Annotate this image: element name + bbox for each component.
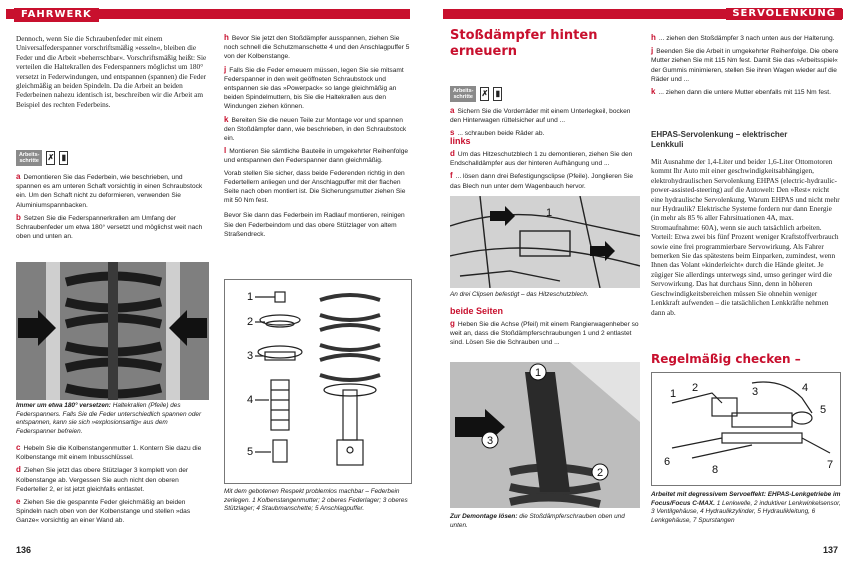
section-header: SERVOLENKUNG — [726, 8, 842, 20]
diag-label-2: 2 — [692, 382, 699, 394]
step-l: l Montieren Sie sämtliche Bauteile in umgekehrter Reihenfolge und entspannen den Federspanner dann gleichmäßig. — [224, 146, 409, 165]
photo2-caption: Zur Demontage lösen: die Stoßdämpferschrauben oben und unten. — [450, 513, 625, 529]
page-number: 136 — [16, 545, 32, 555]
step-f: f ... lösen dann drei Befestigungsclipse (Pfeile). Jonglieren Sie das Blech nun unter dem Wagenbauch hervor. — [450, 171, 634, 190]
diag-label-1: 1 — [670, 388, 677, 400]
difficulty-indicator — [16, 150, 68, 166]
heat-shield-photo — [450, 196, 640, 288]
section-title-line1: Stoßdämpfer hinten — [450, 28, 598, 43]
step-j: j Falls Sie die Feder erneuern müssen, legen Sie sie mitsamt Federspanner in den weit geöffneten Schraubstock und entspannen sie das »Powerpack« so lange gleichmäßig an beiden Spindelmuttern, bis Sie die Haltekrallen aus den Windungen ziehen können. — [224, 64, 404, 111]
section-header: FAHRWERK — [14, 8, 99, 22]
heading-beide-seiten: beide Seiten — [450, 306, 504, 316]
difficulty-indicator — [450, 86, 502, 102]
step-k: k ... ziehen dann die untere Mutter ebenfalls mit 115 Nm fest. — [651, 87, 831, 97]
spring-compressor-photo — [16, 262, 209, 400]
diagram-label-1: 1 — [247, 291, 254, 303]
tools-icon: ✗ — [46, 151, 55, 165]
regel-heading: Regelmäßig checken – — [651, 352, 801, 366]
ehpas-diagram-caption: Arbeitet mit degressivem Servoeffekt: EHPAS-Lenkgetriebe im Focus/Focus C-MAX. 1 Lenkwelle, 2 induktiver Lenkwinkelsensor, 3 Ventilgehäuse, 4 Hydraulikzylinder, 5 Hydraulikleitung, 6 Lenkgehäuse, 7 Spurstangen — [651, 491, 841, 524]
photo1-label-1: 1 — [546, 207, 553, 219]
shock-absorber-photo — [450, 362, 640, 508]
step-k: k Bereiten Sie die neuen Teile zur Montage vor und spannen den Stoßdämpfer dann, wie beschrieben, in den Schraubstock ein. — [224, 114, 407, 143]
ehpas-diagram — [651, 372, 841, 486]
photo1-caption: An drei Clipsen befestigt – das Hitzeschutzblech. — [450, 291, 589, 298]
section-title-line2: erneuern — [450, 44, 518, 59]
step-h: h ... ziehen den Stoßdämpfer 3 nach unten aus der Halterung. — [651, 33, 835, 42]
step-a: a Sichern Sie die Vorderräder mit einem Unterlegkeil, bocken den Hinterwagen rüttelsicher auf und ... — [450, 106, 631, 125]
steps-col2 — [651, 30, 841, 97]
difficulty-icon: ▮ — [493, 87, 502, 101]
step-d: d Um das Hitzeschutzblech 1 zu demontieren, ziehen Sie den Endschalldämpfer aus der hinteren Aufhängung und ... — [450, 149, 633, 168]
difficulty-tag: Arbeits- schritte — [16, 150, 42, 166]
photo2-label-1: 1 — [535, 367, 542, 379]
steps-col1b — [16, 440, 209, 526]
steps-top — [450, 103, 640, 139]
difficulty-tag: Arbeits- schritte — [450, 86, 476, 102]
photo2-label-3: 3 — [487, 435, 494, 447]
diagram-caption: Mit dem gebotenen Respekt problemlos machbar – Federbein zerlegen. 1 Kolbenstangenmutter; 2 oberes Federlager; 3 oberes Stützlager; 4 Staubmanschette; 5 Anschlagpuffer. — [224, 488, 408, 513]
diag-label-5: 5 — [820, 404, 827, 416]
steps-links — [450, 146, 640, 191]
heading-links: links — [450, 136, 471, 146]
ehpas-heading: EHPAS-Servolenkung – elektrischer Lenkkuli — [651, 130, 788, 149]
diagram-label-3: 3 — [247, 350, 254, 362]
ehpas-paragraph: Mit Ausnahme der 1,4-Liter und beider 1,6-Liter Ottomotoren kommt Ihr Auto mit einer geschwindigkeitsabhängigen, elektrohydraulischen Servolenkung EHPAS (electric-hydraulic-power-assisted-steering) auf die Autowelt: Den »Rest« reicht eine hydraulische Servolenkung. Warum EHPAS und nicht mehr nur Hydraulik? Elektrische Systeme fordern nur dann Energie (in mehr als 85 % aller Fahrsituationen 4A, max. Stromaufnahme: 60A), wenn sie auch tatsächlich arbeiten. Vorteil: Etwa zwei bis fünf Prozent weniger Kraftstoffverbrauch sowie eine frei programmierbare Servowirkung. Als Fahrer bemerken Sie das spätestens beim Einparken, zumindest, wenn Ihnen das Volant »kinderleicht« durch die Hände gleitet. Je zügiger Sie allerdings unterwegs sind, umso geringer wird die Servowirkung. Das hat durchaus Sinn, denn in höheren Geschwindigkeitsbereichen müssen Sie ohnehin weniger Lenkkraft aufwenden – die tatsächlichen Lenkkräfte nehmen dann ab. — [651, 157, 840, 317]
step-c: c Hebeln Sie die Kolbenstangenmutter 1. Kontern Sie dazu die Kolbenstange mit einem Inbusschlüssel. — [16, 443, 202, 462]
diag-label-6: 6 — [664, 456, 671, 468]
steps-col2 — [224, 30, 412, 239]
diagram-label-4: 4 — [247, 394, 254, 406]
diag-label-8: 8 — [712, 464, 719, 476]
step-j: j Beenden Sie die Arbeit in umgekehrter Reihenfolge. Die obere Mutter ziehen Sie mit 115 Nm fest. Damit Sie das »Arbeitsspiel« der Gummis minimieren, stellen Sie ihren Wagen wieder auf die Räder und ... — [651, 46, 839, 83]
diag-label-7: 7 — [827, 459, 834, 471]
intro-paragraph: Dennoch, wenn Sie die Schraubenfeder mit einem Universalfederspanner vorschriftsmäßig »esseln«, bleiben die Feder und die Arbeit »beherrschbar«. Vorschriftsmäßig heißt: Sie verteilen die Haltekrallen des Federspanners möglichst um 180° versetzt in Federwindungen, und entspannen (spannen) die Feder gleichmäßig an beiden Spindeln. Da die Arbeit an beiden Federbeinen nahezu identisch ist, beschreiben wir die Arbeit am Beispiel des rechten Federbeins. — [16, 34, 207, 109]
photo2-label-2: 2 — [597, 467, 604, 479]
diagram-label-2: 2 — [247, 316, 254, 328]
step-b: b Setzen Sie die Federspannerkrallen am Umfang der Schraubenfeder um etwa 180° versetzt und möglichst weit nach oben und unten an. — [16, 212, 203, 241]
page-number: 137 — [822, 545, 838, 555]
diag-label-3: 3 — [752, 386, 759, 398]
diagram-label-5: 5 — [247, 446, 254, 458]
steps-col1 — [16, 169, 209, 241]
step-e: e Ziehen Sie die gespannte Feder gleichmäßig an beiden Spindeln nach oben von der Kolbenstange und stellen »das Ganze« vorsichtig an einer Wand ab. — [16, 497, 191, 525]
photo-caption: Immer um etwa 180° versetzen: Haltekrallen (Pfeile) des Federspanners. Falls Sie die Feder unterschiedlich spannen oder entspannen, kann sie sich »explosionsartig« aus dem Federspanner befreien. — [16, 402, 202, 435]
right-page — [425, 0, 850, 563]
step-g: g Heben Sie die Achse (Pfeil) mit einem Rangierwagenheber so weit an, dass die Stoßdämpferschraubungen 1 und 2 entlastet sind. Lösen Sie die Schrauben und ... — [450, 319, 639, 347]
strut-exploded-diagram — [224, 279, 412, 484]
steps-beide — [450, 316, 640, 348]
col2-note2: Bevor Sie dann das Federbein im Radlauf montieren, reinigen Sie den Federbeindom und das obere Stützlager von altem Straßendreck. — [224, 212, 405, 238]
step-s: s ... schrauben beide Räder ab. — [450, 128, 545, 138]
step-h: h Bevor Sie jetzt den Stoßdämpfer ausspannen, ziehen Sie noch schnell die Schutzmanschette 4 und den Anschlagpuffer 5 von der Kolbenstange. — [224, 33, 410, 61]
step-a: a Demontieren Sie das Federbein, wie beschrieben, und spannen es am unteren Schaft vorsichtig in einen Schraubstock ein. Um den Schaft nicht zu deformieren, verwenden Sie Aluminiumspannbacken. — [16, 172, 203, 209]
difficulty-icon: ▮ — [59, 151, 68, 165]
col2-note: Vorab stellen Sie sicher, dass beide Federenden richtig in den Federtellern anliegen und der Anschlagpuffer mit der flachen Seite nach oben montiert ist. Die Sicherungsmutter ziehen Sie mit 50 Nm fest. — [224, 169, 406, 205]
diag-label-4: 4 — [802, 382, 809, 394]
tools-icon: ✗ — [480, 87, 489, 101]
step-d: d Ziehen Sie jetzt das obere Stützlager 3 komplett von der Kolbenstange ab. Vergessen Sie auch nicht den oberen Federteller 2, er ist jetzt gleichfalls entlastet. — [16, 465, 189, 493]
